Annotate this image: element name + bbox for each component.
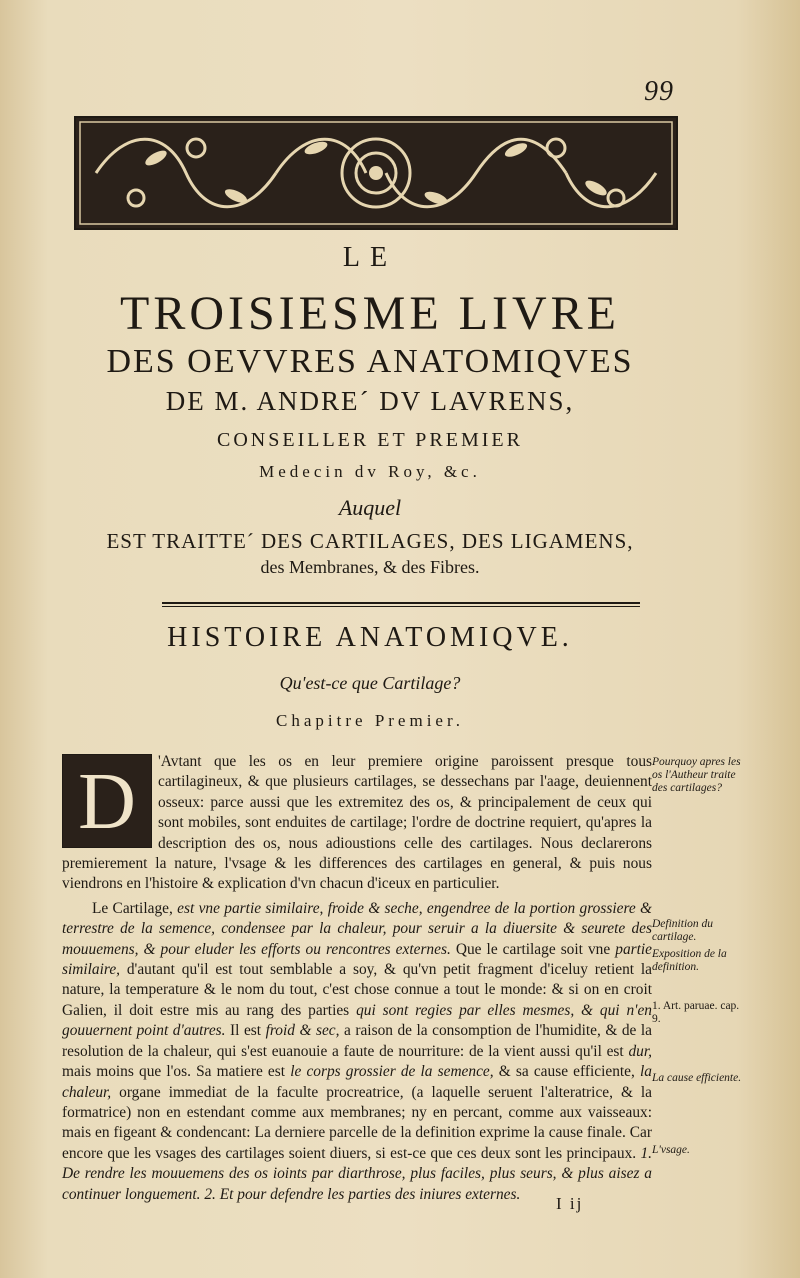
- p2-text-b: Que le cartilage soit vne: [455, 940, 611, 958]
- paragraph-1: [62, 752, 652, 895]
- p2-italic-5: dur,: [628, 1042, 652, 1060]
- title-block: [70, 240, 670, 578]
- section-question: Qu'est-ce que Cartilage?: [279, 673, 461, 693]
- p2-text-h: organe immediat de la faculte procreatrice, (a laquelle seruent l'alteratrice, & la formatrice) non en estendant comme aux membranes; ny en percant, comme aux vaisseaux: mais en figeant & condencant: La derniere parcelle de la definition exprime la cause finale. Car encore que les vsages des cartilages soient diuers, si est-ce que ces deux sont les principaux.: [62, 1083, 652, 1162]
- title-membranes: des Membranes, & des Fibres.: [260, 557, 480, 577]
- p2-text-g: & sa cause efficiente,: [498, 1063, 635, 1081]
- signature-mark: I ij: [556, 1194, 584, 1213]
- p2-italic-6: le corps grossier de la semence,: [290, 1063, 494, 1081]
- title-oeuvres: DES OEVVRES ANATOMIQVES: [106, 343, 634, 380]
- page-number: 99: [644, 76, 674, 107]
- p2-text-c: d'autant qu'il est tout semblable a soy, & qu'vn petit fragment d'iceluy retient la nature, la temperature & le nom du tout, c'est chose connue a tout le monde: & si on en croit Galien, il doit estre mis au rang des parties: [62, 961, 652, 1019]
- paragraph-2: [62, 899, 652, 1205]
- p2-italic-1: est vne partie similaire, froide & seche, engendree de la portion grossiere & terrestre de la semence, condensee par la chaleur, pour seruir a la diuersite & seurete des mouuemens, & pour eluder les efforts ou rencontres externes.: [62, 899, 652, 958]
- p2-italic-4: froid & sec,: [265, 1022, 340, 1040]
- divider-rule: [162, 602, 640, 604]
- p2-text-d: Il est: [230, 1022, 262, 1040]
- chapter-heading: Chapitre Premier.: [276, 711, 464, 730]
- margin-note-cause: La cause efficiente.: [652, 1072, 742, 1084]
- p2-italic-7: la chaleur,: [62, 1063, 652, 1101]
- title-le: LE: [342, 242, 398, 273]
- margin-note-pourquoy: Pourquoy apres les os l'Autheur traite des cartilages?: [652, 756, 741, 794]
- section-histoire: HISTOIRE ANATOMIQVE.: [167, 622, 573, 653]
- p2-italic-2: partie similaire,: [62, 940, 653, 979]
- section-heading: [70, 620, 670, 734]
- title-author: DE M. ANDRE´ DV LAVRENS,: [165, 386, 575, 416]
- divider-rule-thin: [162, 606, 640, 607]
- p2-italic-8: 1. De rendre les mouuemens des os ioints par diarthrose, plus faciles, plus seurs, & plus aisez a continuer longuement. 2. Et pour defendre les parties des iniures externes.: [62, 1144, 652, 1203]
- title-est: EST TRAITTE´ DES CARTILAGES, DES LIGAMENS,: [106, 529, 634, 553]
- title-conseiller: CONSEILLER ET PREMIER: [217, 429, 523, 451]
- title-auquel: Auquel: [338, 495, 402, 520]
- title-main: TROISIESME LIVRE: [120, 287, 620, 340]
- drop-cap-icon: D: [62, 754, 152, 848]
- margin-note-exposition: Exposition de la definition.: [652, 948, 727, 973]
- paragraph-1-text: 'Avtant que les os en leur premiere origine paroissent presque tous cartilagineux, & que plusieurs cartilages, se dessechans par l'aage, deuiennent osseux: parce aussi que les extremitez des os, & principalement de ceux qui sont mobiles, sont enduites de cartilage; l'ordre de doctrine requiert, qu'apres la description des os, nous adioustions celle des cartilages. Nous declarerons premierement la nature, l'vsage & les differences des cartilages en general, & puis nous viendrons en l'histoire & explication d'vn chacun d'iceux en particulier.: [62, 753, 652, 893]
- body-text: [62, 752, 652, 1205]
- ornamental-headpiece-icon: [74, 116, 678, 230]
- p2-text-e: a raison de la consomption de l'humidite, & de la resolution de la chaleur, qui s'est euanouie a faute de nourriture: de la vient aussi qu'il est: [62, 1022, 652, 1060]
- p2-text-a: Le Cartilage,: [92, 899, 173, 917]
- p2-text-f: mais moins que l'os. Sa matiere est: [62, 1063, 286, 1081]
- margin-note-definition: Definition du cartilage.: [652, 918, 714, 943]
- title-medecin: Medecin dv Roy, &c.: [259, 462, 481, 481]
- margin-note-vsage: L'vsage.: [652, 1144, 690, 1156]
- p2-italic-3: qui sont regies par elles mesmes, & qui n'en gouuernent point d'autres.: [62, 1001, 652, 1040]
- margin-note-art: 1. Art. paruae. cap. 9.: [652, 1000, 740, 1025]
